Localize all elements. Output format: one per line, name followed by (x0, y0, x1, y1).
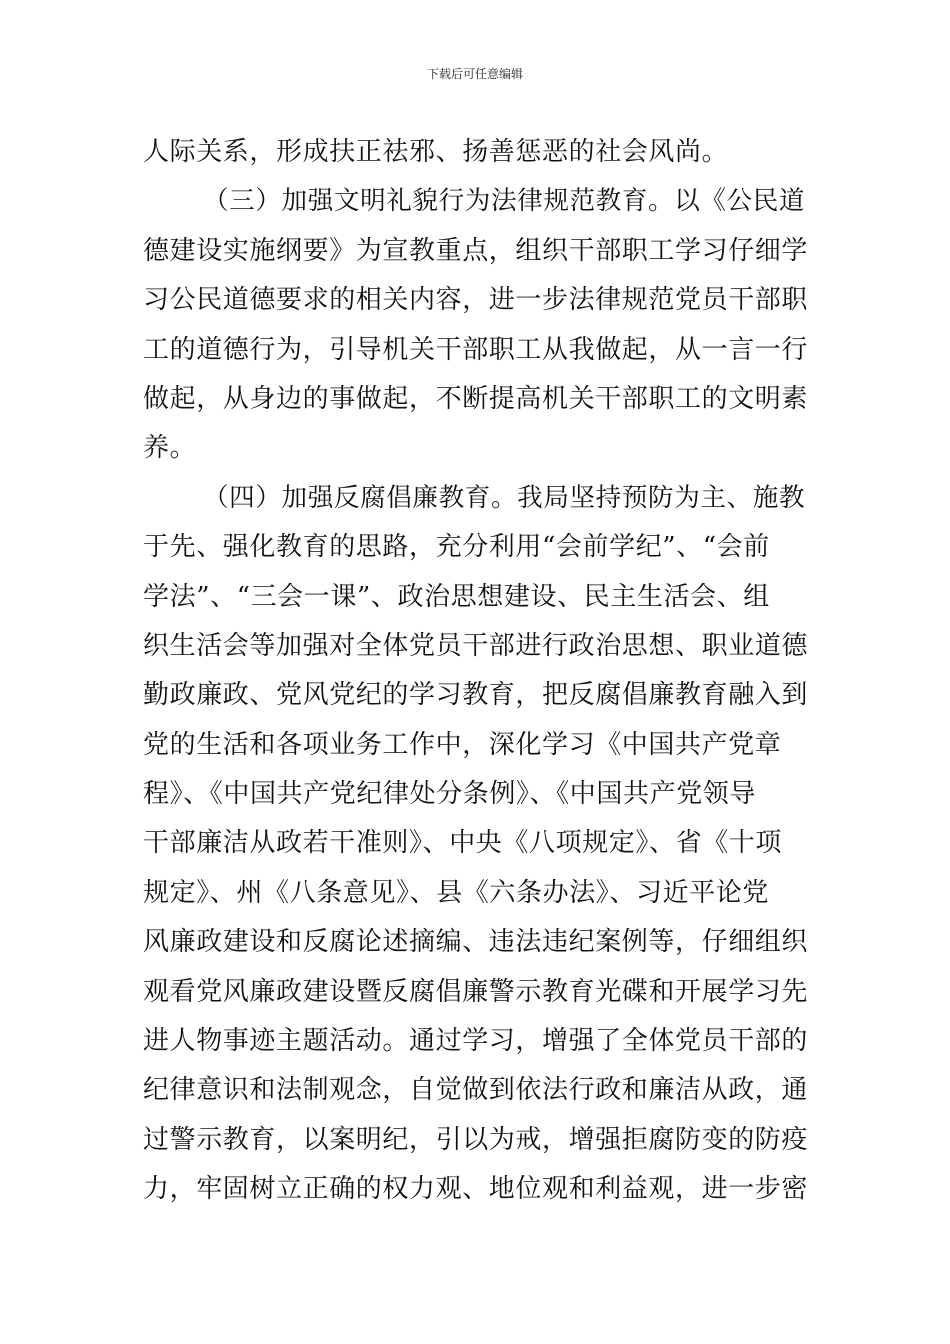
text-line: 观看党风廉政建设暨反腐倡廉警示教育光碟和开展学习先 (143, 976, 809, 1007)
text-line: 习公民道德要求的相关内容，进一步法律规范党员干部职 (143, 285, 809, 316)
text-line: 于先、强化教育的思路，充分利用“会前学纪”、“会前 (143, 532, 770, 563)
text-line: 干部廉洁从政若干准则》、中央《八项规定》、省《十项 (143, 828, 783, 859)
text-line: 程》、《中国共产党纪律处分条例》、《中国共产党领导 (143, 779, 757, 810)
text-line: 人际关系，形成扶正祛邪、扬善惩恶的社会风尚。 (143, 137, 729, 167)
text-line: 德建设实施纲要》为宣教重点，组织干部职工学习仔细学 (143, 235, 809, 266)
text-line: 纪律意识和法制观念，自觉做到依法行政和廉洁从政，通 (143, 1075, 809, 1106)
text-line: （四）加强反腐倡廉教育。我局坚持预防为主、施教 (203, 482, 806, 513)
text-line: 织生活会等加强对全体党员干部进行政治思想、职业道德 (143, 630, 809, 661)
text-line: 勤政廉政、党风党纪的学习教育，把反腐倡廉教育融入到 (143, 680, 809, 711)
text-line: 规定》、州《八条意见》、县《六条办法》、习近平论党 (143, 877, 770, 908)
text-line: 进人物事迹主题活动。通过学习，增强了全体党员干部的 (143, 1026, 809, 1057)
text-line: 党的生活和各项业务工作中，深化学习《中国共产党章 (143, 729, 782, 760)
text-line: 工的道德行为，引导机关干部职工从我做起，从一言一行 (143, 334, 809, 365)
text-line: 风廉政建设和反腐论述摘编、违法违纪案例等，仔细组织 (143, 927, 809, 958)
text-line: 做起，从身边的事做起，不断提高机关干部职工的文明素 (143, 383, 809, 414)
document-body (143, 128, 811, 1215)
page-header-note: 下载后可任意编辑 (426, 67, 523, 81)
text-line: 力，牢固树立正确的权力观、地位观和利益观，进一步密 (143, 1174, 809, 1205)
text-line: 过警示教育，以案明纪，引以为戒，增强拒腐防变的防疫 (143, 1124, 809, 1155)
text-line: （三）加强文明礼貌行为法律规范教育。以《公民道 (203, 186, 806, 217)
text-line: 学法”、“三会一课”、政治思想建设、民主生活会、组 (143, 581, 770, 612)
text-line: 养。 (143, 433, 197, 464)
